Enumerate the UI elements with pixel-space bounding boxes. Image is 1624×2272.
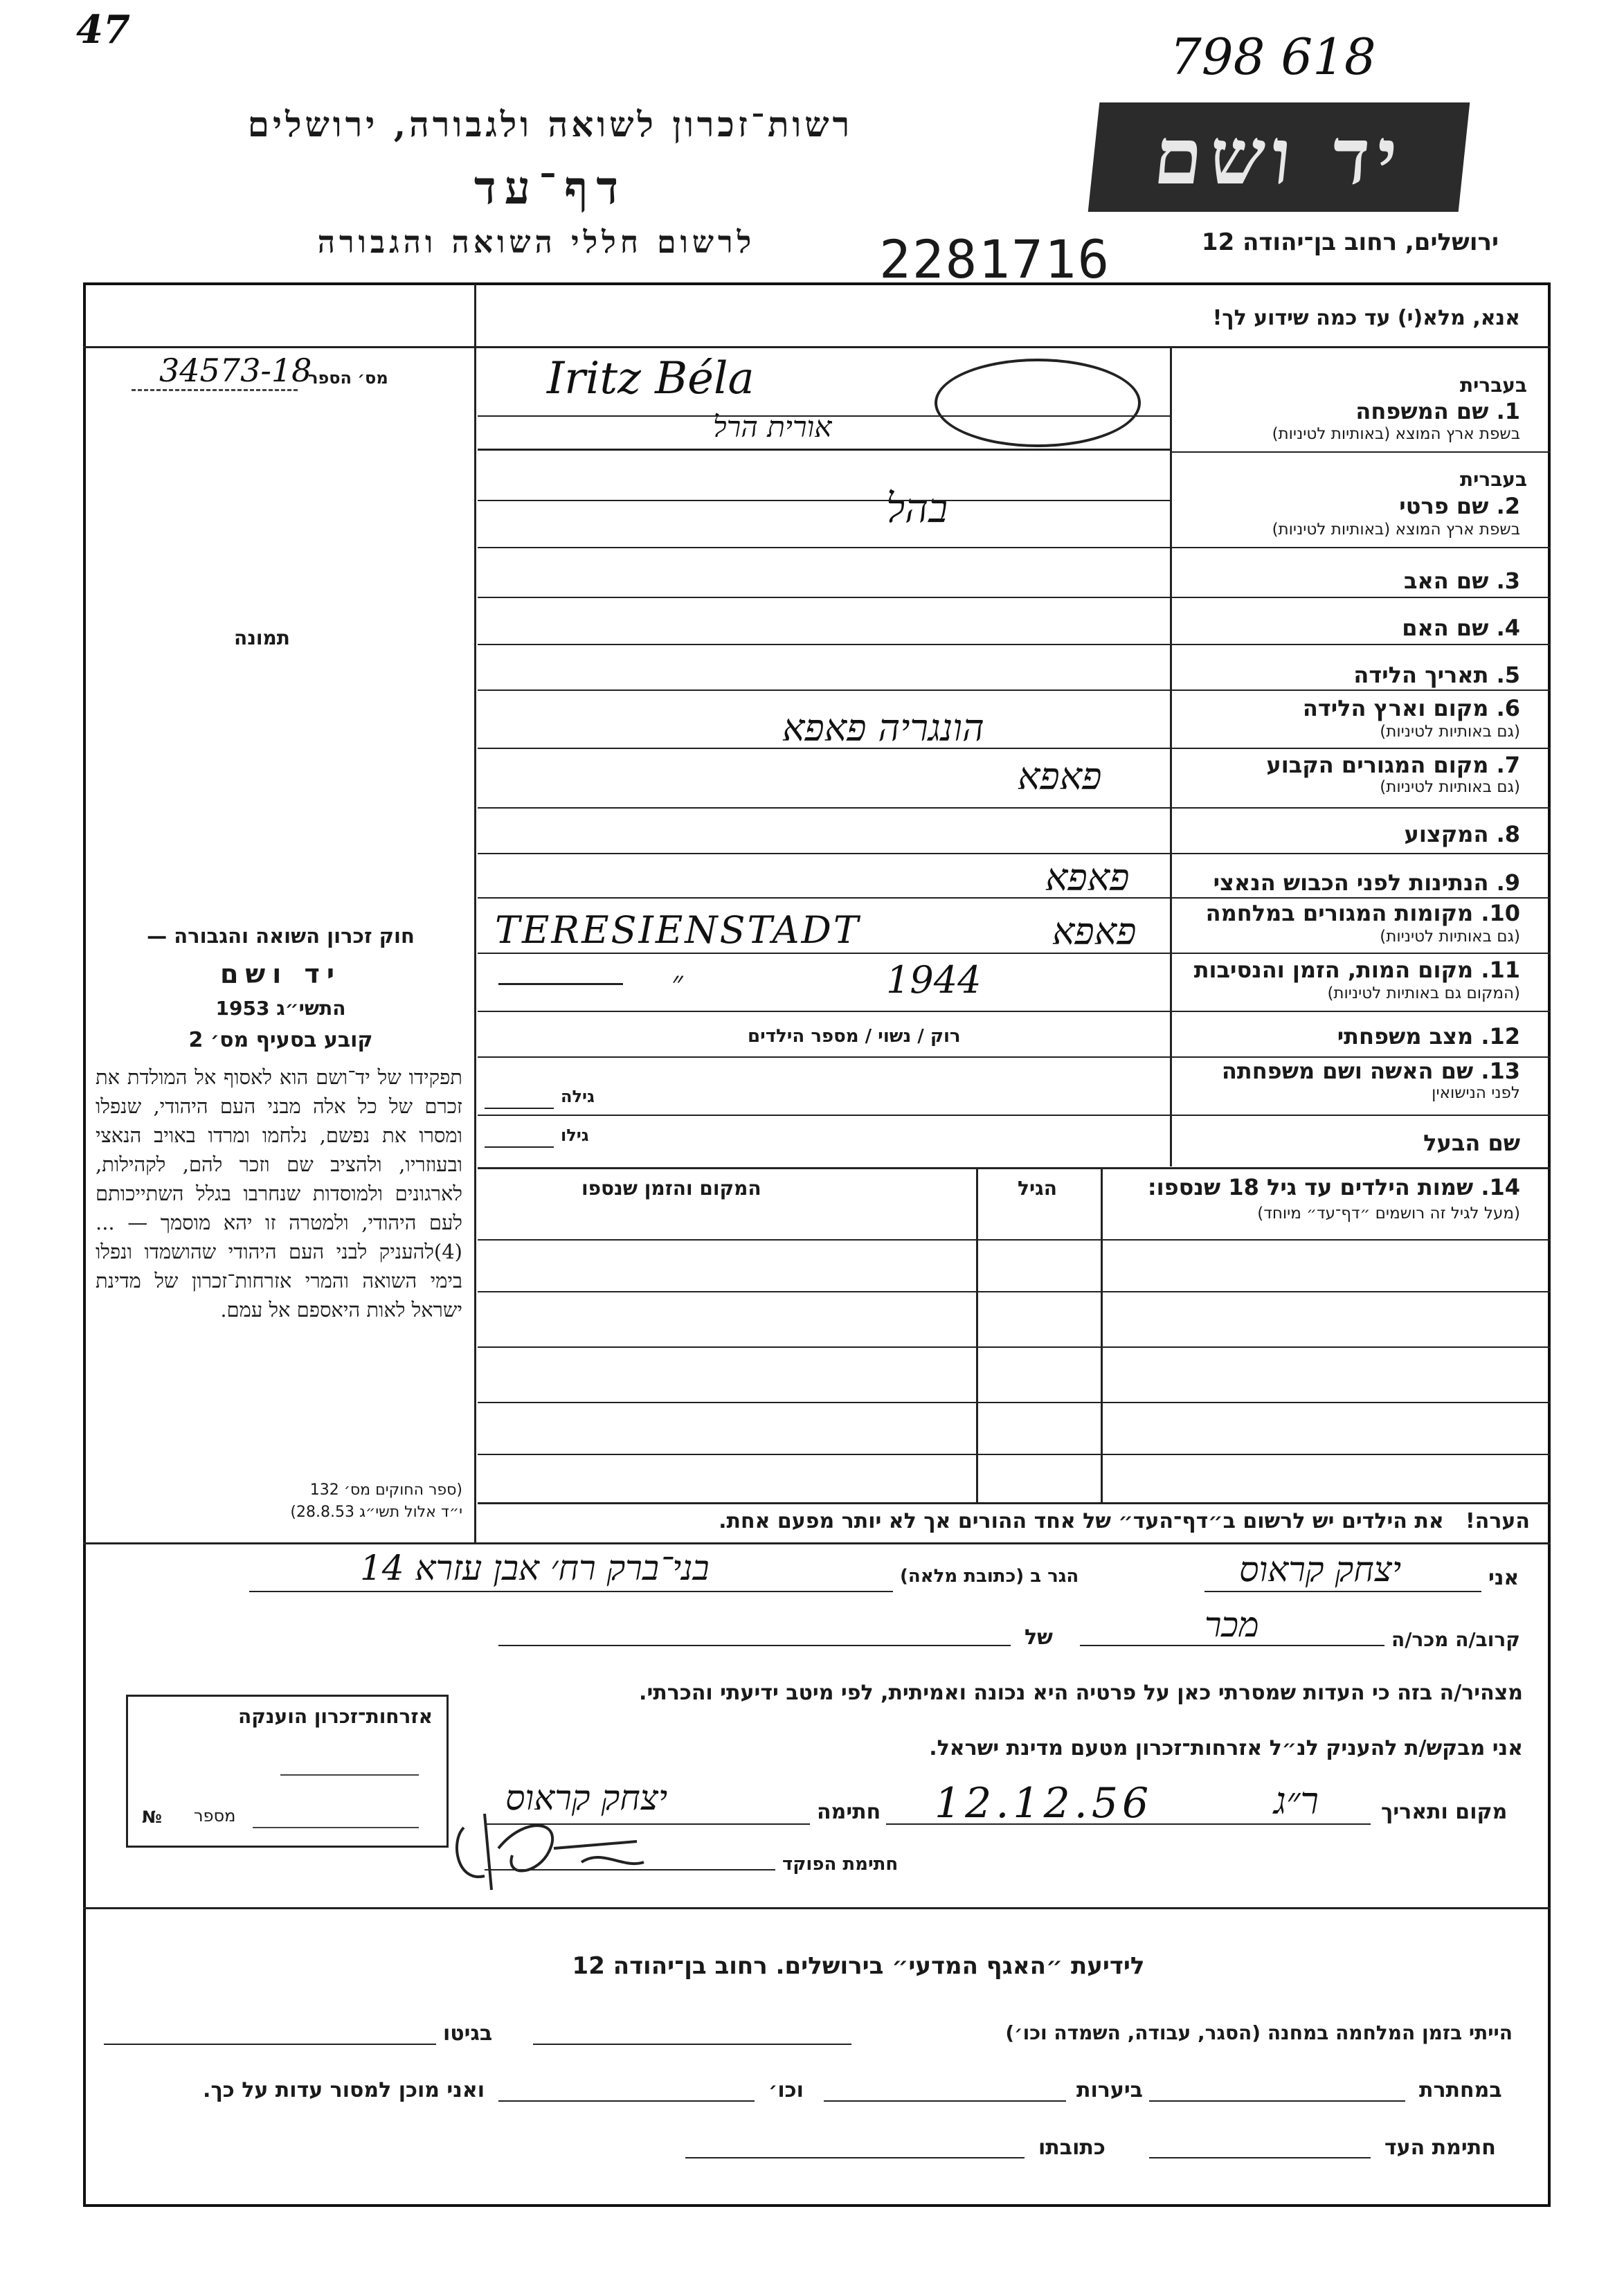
children-divider-b: [1101, 1169, 1103, 1502]
field-12-value: רוק / נשוי / מספר הילדים: [748, 1026, 961, 1047]
field-10-value2: פאפא: [1052, 910, 1137, 953]
field-7-label: [1266, 752, 1520, 778]
footer-etc: וכו׳: [768, 2078, 804, 2102]
field-10-num: 10.: [1481, 900, 1520, 926]
field-5-num: 5.: [1496, 662, 1520, 688]
field-husband-label: שם הבעל: [1423, 1130, 1520, 1156]
field-3-label: [1404, 568, 1520, 594]
memorial-box-title: אזרחות־זכרון הוענקה: [238, 1705, 433, 1728]
field-3-num: 3.: [1496, 568, 1520, 594]
field-9-name: הנתינות לפני הכבוש הנאצי: [1213, 869, 1489, 896]
memorial-box-number-label: מספר: [194, 1806, 236, 1825]
field-3-name: שם האב: [1403, 568, 1489, 594]
field-1-value2: אורית הרל: [713, 410, 832, 444]
field-10-rule: [478, 953, 1551, 954]
field-husband-value: גילו: [561, 1126, 589, 1145]
field-8-name: המקצוע: [1404, 821, 1489, 847]
children-label: [1148, 1174, 1520, 1200]
law-text: תפקידו של יד־ושם הוא לאסוף אל המולדת את זכרם של כל אלה מבני העם היהודי, שנפלו ומסרו את נפשם, נלחמו ומרדו באויב הנאצי ובעוזריו, ולהציב שם וזכר להם, לקהילות, לארגונים ולמוסדות שנחרבו בגלל השתייכותם לעם היהודי, ולמטרה זו יהא מוסמך — ...(4)להעניק לבני העם היהודי שהושמדו ונפלו בימי השואה והמרי אזרחות־זכרון של מדינת ישראל לאות היאספם אל עמם.: [96, 1065, 462, 1322]
address: ירושלים, רחוב בן־יהודה 12: [1201, 228, 1499, 256]
field-8-rule: [478, 853, 1551, 854]
field-6-value: הונגריה פאפא: [782, 706, 984, 750]
field-2-note-top: בעברית: [1459, 468, 1527, 491]
field-1-line: [478, 449, 1170, 451]
field-5-name: תאריך הלידה: [1353, 662, 1489, 688]
circled-annotation: [935, 359, 1141, 447]
field-12-label: [1337, 1023, 1520, 1049]
footer-ready: ואני מוכן למסור עדות על כך.: [203, 2078, 485, 2102]
register-rule: [132, 389, 298, 391]
field-9-num: 9.: [1496, 869, 1520, 896]
form-subtitle: לרשום חללי השואה והגבורה: [317, 225, 756, 260]
field-13-rule: [478, 1115, 1551, 1116]
form-title: דף־עד: [473, 161, 627, 215]
footer-rule: [83, 1907, 1551, 1909]
decl-signature-value: יצחק קראוס: [505, 1778, 668, 1818]
field-5-label: [1353, 662, 1520, 688]
footer-forests: ביערות: [1076, 2078, 1143, 2102]
field-7-value: פאפא: [1018, 755, 1102, 798]
field-1-num: 1.: [1496, 398, 1520, 424]
memorial-box-line-2: [253, 1827, 419, 1828]
footer-etc-line: [498, 2100, 755, 2102]
field-6-num: 6.: [1496, 695, 1520, 721]
decl-gar-label: הגר ב (כתובת מלאה): [900, 1566, 1079, 1587]
field-12-num: 12.: [1481, 1023, 1520, 1049]
remark: [485, 1509, 1530, 1533]
footer-address-line: [685, 2157, 1025, 2158]
children-col-place: המקום והזמן שנספו: [581, 1177, 761, 1200]
decl-relative-label: קרוב/ה מכר/ה: [1391, 1628, 1520, 1651]
field-11-note: (המקום גם באותיות לטיניות): [1327, 984, 1520, 1002]
field-13-num: 13.: [1481, 1058, 1520, 1084]
children-note: (מעל לגיל זה רושמים ״דף־עד״ מיוחד): [1257, 1205, 1520, 1223]
children-col-age: הגיל: [1018, 1177, 1057, 1200]
field-9-label: [1214, 869, 1520, 896]
logo: [1088, 102, 1470, 212]
field-7-name: מקום המגורים הקבוע: [1266, 752, 1489, 778]
corner-mark: 47: [76, 7, 130, 53]
label-column-divider: [1170, 346, 1172, 1166]
photo-label: תמונה: [234, 626, 290, 649]
decl-statement-2: אני מבקש/ת להעניק לנ״ל אזרחות־זכרון מטעם מדינת ישראל.: [929, 1736, 1523, 1760]
decl-relation-value: מכר: [1205, 1605, 1259, 1645]
logo-text: יד ושם: [1149, 111, 1409, 202]
field-husband-rule: [478, 1167, 1551, 1169]
decl-shel: של: [1025, 1625, 1053, 1650]
memorial-box-no: №: [142, 1807, 162, 1827]
field-2-line: [478, 500, 1170, 501]
field-1-value: Iritz Béla: [547, 353, 755, 404]
field-11-label: [1194, 957, 1520, 983]
instruction-rule: [83, 346, 1551, 348]
decl-name-value: יצחק קראוס: [1239, 1549, 1402, 1589]
law-clause: קובע בסעיף מס׳ 2: [188, 1028, 373, 1052]
field-7-note: (גם באותיות לטיניות): [1380, 778, 1520, 796]
field-2-num: 2.: [1496, 493, 1520, 519]
officer-signature-scribble: [443, 1800, 651, 1897]
field-4-num: 4.: [1496, 615, 1520, 641]
left-column-divider: [474, 284, 476, 1544]
field-12-name: מצב משפחתי: [1337, 1023, 1474, 1049]
law-title: חוק זכרון השואה והגבורה —: [147, 924, 415, 948]
decl-address-line: [249, 1591, 893, 1592]
field-1-note-top: בעברית: [1459, 374, 1527, 397]
footer-witness-sig: חתימת העד: [1384, 2136, 1496, 2160]
decl-name-line: [1205, 1591, 1481, 1592]
law-ref-2: י״ד אלול תשי״ג 28.8.53): [290, 1504, 462, 1521]
footer-ghetto: בגיטו: [443, 2021, 493, 2046]
field-1-name: שם המשפחה: [1355, 398, 1489, 424]
register-label: מס׳ הספר: [308, 368, 388, 388]
field-7-num: 7.: [1496, 752, 1520, 778]
field-6-name: מקום וארץ הלידה: [1302, 695, 1489, 721]
field-5-rule: [478, 689, 1551, 691]
decl-relation-line: [1080, 1645, 1384, 1646]
instruction: אנא, מלא(י) עד כמה שידוע לך!: [1212, 306, 1520, 330]
field-13-short-line: [485, 1108, 554, 1109]
field-10-name: מקומות המגורים במלחמה: [1205, 900, 1474, 926]
field-3-rule: [478, 597, 1551, 598]
field-2-name: שם פרטי: [1399, 493, 1489, 519]
field-6-label: [1303, 695, 1520, 721]
field-1-line2: [478, 415, 1170, 417]
field-11-name: מקום המות, הזמן והנסיבות: [1193, 957, 1474, 983]
footer-witness-sig-line: [1149, 2157, 1371, 2158]
decl-officer-line: [485, 1869, 775, 1870]
decl-officer-label: חתימת הפוקד: [782, 1854, 899, 1875]
decl-place-value: ר״ג: [1274, 1779, 1319, 1823]
children-divider-a: [976, 1169, 978, 1502]
field-4-name: שם האם: [1402, 615, 1489, 641]
field-4-rule: [478, 644, 1551, 645]
field-2-note: בשפת ארץ המוצא (באותיות לטיניות): [1272, 521, 1520, 539]
field-13-note: לפני הנישואין: [1432, 1084, 1520, 1102]
field-13-value: גילה: [561, 1087, 595, 1106]
footer-title: לידיעת ״האגף המדעי״ בירושלים. רחוב בן־יהודה 12: [572, 1952, 1145, 1980]
footer-underground: במחתרת: [1419, 2078, 1502, 2102]
field-13-label: [1222, 1058, 1520, 1084]
footer-forests-line: [824, 2100, 1066, 2102]
field-11-value: ״: [671, 965, 683, 1000]
law-ref-1: (ספר החוקים מס׳ 132: [309, 1481, 462, 1499]
field-4-label: [1402, 615, 1520, 641]
decl-ani: אני: [1488, 1566, 1519, 1590]
serial-stamp: 2281716: [879, 228, 1111, 290]
memorial-box-line-1: [280, 1774, 419, 1776]
field-10-note: (גם באותיות לטיניות): [1380, 928, 1520, 946]
register-value: 34573-18: [159, 352, 312, 389]
field-6-note: (גם באותיות לטיניות): [1380, 723, 1520, 741]
field-8-label: [1405, 821, 1520, 847]
memorial-box: [126, 1695, 449, 1848]
field-1-note: בשפת ארץ המוצא (באותיות לטיניות): [1272, 425, 1520, 443]
children-row-1: [478, 1239, 1551, 1241]
children-title: שמות הילדים עד גיל 18 שנספו:: [1147, 1174, 1474, 1200]
decl-statement-1: מצהיר/ה בזה כי העדות שמסרתי כאן על פרטיה היא נכונה ואמיתית, לפי מיטב ידיעתי והכרתי.: [639, 1681, 1523, 1705]
field-husband-short-line: [485, 1146, 554, 1148]
decl-date-line: [886, 1823, 1371, 1825]
field-9-rule: [478, 897, 1551, 899]
field-9-value: פאפא: [1045, 856, 1130, 899]
children-row-5: [478, 1454, 1551, 1455]
institution-name: רשות־זכרון לשואה ולגבורה, ירושלים: [247, 104, 854, 145]
children-row-4: [478, 1402, 1551, 1403]
field-10-value: TERESIENSTADT: [495, 908, 860, 952]
field-11-dash-mark: [498, 983, 623, 985]
field-2-label: [1399, 493, 1520, 519]
children-bottom-rule: [478, 1502, 1551, 1504]
footer-underground-line: [1149, 2100, 1405, 2102]
decl-address-value: בני־ברק רח׳ אבן עזרא 14: [360, 1548, 710, 1588]
decl-date-value: 12.12.56: [935, 1779, 1153, 1828]
footer-ghetto-line: [104, 2044, 436, 2045]
remark-rule: [83, 1542, 1551, 1544]
field-11-rule: [478, 1011, 1551, 1012]
field-2-value: בהל: [886, 485, 948, 532]
footer-address: כתובתו: [1038, 2136, 1106, 2160]
law-year: התשי״ג 1953: [215, 997, 346, 1020]
remark-label: הערה!: [1465, 1509, 1530, 1533]
file-number: 798 618: [1170, 28, 1376, 86]
children-row-3: [478, 1346, 1551, 1348]
field-6-rule: [478, 748, 1551, 749]
decl-signature-label: חתימה: [817, 1800, 881, 1824]
decl-place-date-label: מקום ותאריך: [1381, 1800, 1508, 1824]
field-8-num: 8.: [1496, 821, 1520, 847]
decl-of-line: [498, 1645, 1011, 1646]
field-11-value2: 1944: [886, 958, 982, 1002]
remark-text: את הילדים יש לרשום ב״דף־העד״ של אחד ההורים אך לא יותר מפעם אחת.: [719, 1509, 1444, 1533]
footer-camp-line: [533, 2044, 851, 2045]
field-7-rule: [478, 807, 1551, 809]
footer-line1-label: הייתי בזמן המלחמה במחנה (הסגר, עבודה, השמדה וכו׳): [1005, 2021, 1513, 2044]
law-name: יד ושם: [219, 959, 342, 989]
children-num: 14.: [1481, 1174, 1520, 1200]
field-11-num: 11.: [1481, 957, 1520, 983]
field-10-label: [1206, 900, 1520, 926]
children-row-2: [478, 1291, 1551, 1292]
field-13-name: שם האשה ושם משפחתה: [1221, 1058, 1474, 1084]
field-2-rule: [478, 547, 1551, 548]
field-1-label: [1355, 398, 1520, 424]
field-1-rule: [1170, 451, 1551, 453]
